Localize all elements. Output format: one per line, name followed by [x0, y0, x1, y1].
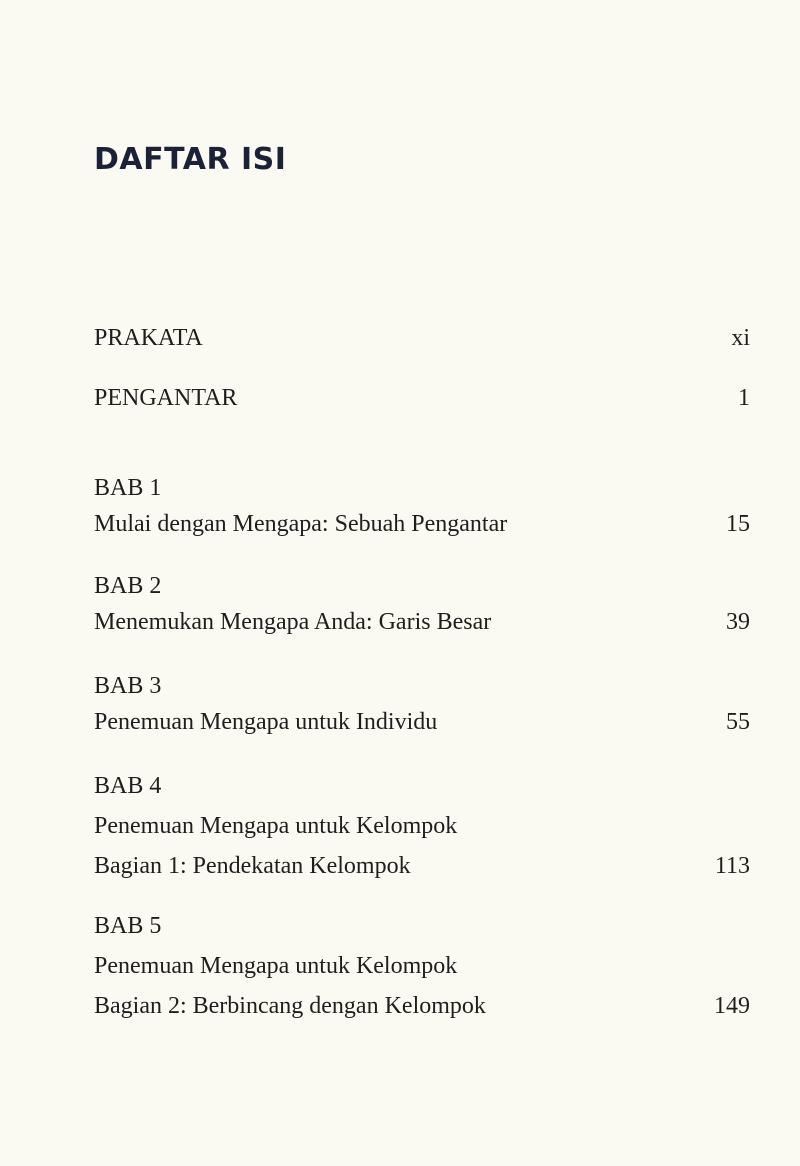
chapter-number: BAB 3	[94, 673, 162, 699]
chapter-title: Penemuan Mengapa untuk Individu	[94, 709, 438, 735]
entry-page-number: xi	[731, 325, 750, 351]
chapter-title: Menemukan Mengapa Anda: Garis Besar	[94, 609, 492, 635]
toc-entry-prakata	[94, 320, 750, 356]
chapter-title: Penemuan Mengapa untuk Kelompok	[94, 813, 458, 839]
chapter-number: BAB 1	[94, 475, 162, 501]
entry-label: PRAKATA	[94, 325, 203, 351]
toc-entry-bab-2	[94, 568, 750, 640]
chapter-number: BAB 5	[94, 913, 162, 939]
chapter-number: BAB 2	[94, 573, 162, 599]
page-title: DAFTAR ISI	[94, 142, 287, 177]
entry-page-number: 113	[714, 853, 750, 879]
chapter-subtitle: Bagian 1: Pendekatan Kelompok	[94, 853, 411, 879]
toc-entry-bab-3	[94, 668, 750, 740]
entry-page-number: 1	[738, 385, 750, 411]
chapter-number: BAB 4	[94, 773, 162, 799]
entry-page-number: 55	[726, 709, 750, 735]
entry-page-number: 15	[726, 511, 750, 537]
toc-entry-bab-4	[94, 768, 750, 884]
toc-entry-bab-5	[94, 908, 750, 1024]
toc-entry-pengantar	[94, 380, 750, 416]
chapter-title: Mulai dengan Mengapa: Sebuah Pengantar	[94, 511, 508, 537]
chapter-subtitle: Bagian 2: Berbincang dengan Kelompok	[94, 993, 486, 1019]
entry-page-number: 39	[726, 609, 750, 635]
entry-label: PENGANTAR	[94, 385, 238, 411]
chapter-title: Penemuan Mengapa untuk Kelompok	[94, 953, 458, 979]
entry-page-number: 149	[714, 993, 750, 1019]
toc-entry-bab-1	[94, 470, 750, 542]
